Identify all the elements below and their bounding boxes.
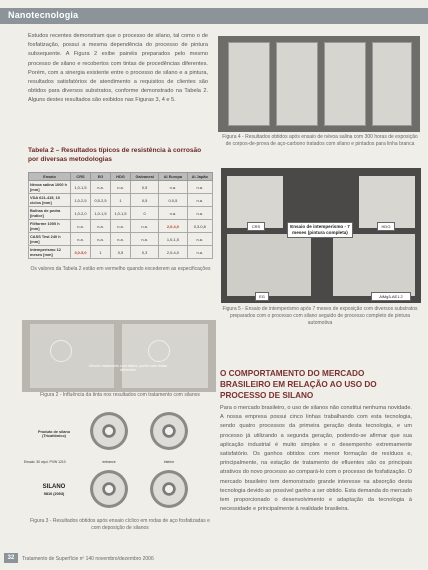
table-cell: n.a. bbox=[91, 220, 111, 233]
table-cell: 1,0-1,5 bbox=[111, 207, 131, 220]
table-cell: n.a. bbox=[187, 194, 212, 207]
table-cell: 1,0-2,5 bbox=[71, 194, 91, 207]
table-header-cell: Al Japão bbox=[187, 173, 212, 181]
table-cell: 0,5 bbox=[131, 181, 159, 194]
table-cell: n.a. bbox=[71, 220, 91, 233]
wheel-photo bbox=[90, 412, 128, 450]
test-panel bbox=[276, 42, 318, 126]
table-cell: n.a. bbox=[111, 220, 131, 233]
table-body bbox=[29, 181, 213, 259]
table-row-label: Bolhas de pedra [índice] bbox=[29, 207, 71, 220]
table-cell: 0,5 bbox=[131, 194, 159, 207]
label-eg: EG bbox=[255, 292, 269, 301]
figure-5-caption: Figura 5 - Ensaio de intemperismo após 7 meses de exposição com diversos substratos preparados com o processo com silano seguido de processo completo de pintura automotiva bbox=[222, 306, 418, 326]
test-panel bbox=[359, 176, 415, 228]
table-header-cell: CRS bbox=[71, 173, 91, 181]
table-row bbox=[29, 233, 213, 246]
table-cell: 0,5 bbox=[111, 246, 131, 259]
table-cell: 1,0-1,5 bbox=[71, 181, 91, 194]
test-panel bbox=[333, 234, 415, 296]
table-cell: n.a. bbox=[91, 233, 111, 246]
table-row bbox=[29, 220, 213, 233]
section-title: O COMPORTAMENTO DO MERCADO BRASILEIRO EM RELAÇÃO AO USO DO PROCESSO DE SILANO bbox=[220, 369, 377, 400]
wheel-photo bbox=[150, 470, 188, 508]
table-cell: 1 bbox=[91, 246, 111, 259]
table-cell: 2,0-4,0 bbox=[159, 246, 187, 259]
fig3-ensaio-label: Ensaio: 30 ciycl. PVW 1210 bbox=[24, 460, 66, 464]
fig3-silano-sub: 9810 (2003) bbox=[43, 492, 65, 496]
figure-2-caption: Figura 2 - Influência da tinta nos resultados com tratamento com silanos bbox=[40, 392, 200, 398]
table-cell: n.a. bbox=[131, 220, 159, 233]
fig2-overlay-text: Mesmo tratamento com silano, porém com tintas diferentes bbox=[89, 364, 167, 372]
table-cell: n.a. bbox=[111, 233, 131, 246]
table-cell: n.a. bbox=[111, 181, 131, 194]
table-cell: 0,3-0,8 bbox=[187, 220, 212, 233]
table-cell: 3,0-5,0 bbox=[71, 246, 91, 259]
section-header bbox=[0, 8, 428, 24]
table-row-label: Filiforme 1000 h [mm] bbox=[29, 220, 71, 233]
table-row-label: VDA 621-415, 10 ciclos [mm] bbox=[29, 194, 71, 207]
label-hdg: HDG bbox=[377, 222, 395, 231]
fig3-product-label: Produto de silano (Tricatiônico) bbox=[37, 430, 71, 438]
test-panel bbox=[228, 42, 270, 126]
table-cell: n.a. bbox=[91, 181, 111, 194]
table-header-cell: Al Europa bbox=[159, 173, 187, 181]
table-cell: 0,5-2,5 bbox=[91, 194, 111, 207]
wheel-photo bbox=[150, 412, 188, 450]
footer-text: Tratamento de Superfície nº 140 novembro/dezembro 2006 bbox=[22, 556, 154, 562]
table-header-cell: EG bbox=[91, 173, 111, 181]
label-crs: CRS bbox=[247, 222, 265, 231]
label-alloy: AlMg3-AE1.2 bbox=[371, 292, 411, 301]
table-header-row bbox=[29, 173, 213, 181]
table-row-label: CASS Test 240 h [mm] bbox=[29, 233, 71, 246]
table-cell: n.a. bbox=[159, 207, 187, 220]
test-panel bbox=[372, 42, 412, 126]
table-header-cell: HDG bbox=[111, 173, 131, 181]
figure-3 bbox=[24, 408, 214, 516]
fig3-silano-label: SILANO bbox=[42, 484, 66, 490]
figure-2-photo bbox=[22, 320, 216, 392]
table-cell: 1 bbox=[111, 194, 131, 207]
test-panel bbox=[324, 42, 366, 126]
section-body: Para o mercado brasileiro, o uso de silanos não constitui nenhuma novidade. A nossa empresa possui cinco linhas trabalhando com esta tecnologia, sendo quatro processos da primeira geração desta tecnologia, e um processo já utilizando a segunda geração, podendo-se afirmar que sua aplicação industrial é muito simples e o desempenho extremamente satisfatório. Os ganhos obtidos com menor formação de resíduos e, principalmente, na estação de tratamento de efluentes são os principais atrativos do novo processo ao compará-lo com o processo de fosfatização. O mercado brasileiro tem demonstrado grande interesse na absorção desta tecnologia devido ao possível ganho a ser obtido. Esta demanda do mercado tem proporcionado o desenvolvimento e adaptação da tecnologia à necessidade e principalmente à realidade brasileira. bbox=[220, 405, 412, 513]
table-cell: n.a. bbox=[71, 233, 91, 246]
wheel-photo bbox=[90, 470, 128, 508]
table-header-cell: Galvaneal bbox=[131, 173, 159, 181]
table-cell: 1,0-1,5 bbox=[91, 207, 111, 220]
section-label: Nanotecnologia bbox=[8, 10, 79, 20]
table-note: Os valores da Tabela 2 estão em vermelho quando excederem as especificações bbox=[30, 266, 211, 272]
table-row bbox=[29, 194, 213, 207]
table-cell: n.a. bbox=[187, 181, 212, 194]
fig3-entrance-label: entrance bbox=[102, 460, 116, 464]
results-table bbox=[28, 172, 213, 259]
page-number: 32 bbox=[4, 553, 18, 563]
figure-3-caption: Figura 3 - Resultados obtidos após ensaio cíclico em rodas de aço fosfatizadas e com deposição de silanos bbox=[30, 518, 210, 531]
figure-4-photo bbox=[218, 36, 420, 132]
table-row bbox=[29, 246, 213, 259]
table-cell: 1,0-1,5 bbox=[159, 233, 187, 246]
circle-marker bbox=[50, 340, 72, 362]
table-cell: 2,0-4,0 bbox=[159, 220, 187, 233]
table-cell: 1,0-2,0 bbox=[71, 207, 91, 220]
panel-left bbox=[30, 324, 114, 388]
table-row-label: Névoa salina 1000 h [mm] bbox=[29, 181, 71, 194]
table-cell: n.a. bbox=[131, 233, 159, 246]
table-cell: 0,3 bbox=[131, 246, 159, 259]
table-row bbox=[29, 181, 213, 194]
fig3-interior-label: interior bbox=[163, 460, 175, 464]
table-row bbox=[29, 207, 213, 220]
table-cell: n.a. bbox=[187, 233, 212, 246]
figure-5-photo bbox=[221, 168, 421, 303]
table-cell: 0-0,5 bbox=[159, 194, 187, 207]
table-cell: n.a. bbox=[187, 207, 212, 220]
table-cell: 0 bbox=[131, 207, 159, 220]
table-header-cell: Ensaio bbox=[29, 173, 71, 181]
table-cell: n.a. bbox=[187, 246, 212, 259]
intro-paragraph: Estudos recentes demonstram que o processo de silano, tal como o de fosfatização, possui a mesma dependência do processo de pintura subsequente. A Figura 2 exibe painéis preparados pelo mesmo processo de silano e recobertos com tintas de procedências diferentes. Porém, com a sinergia existente entre o processo de silano e a pintura, resultados satisfatórios de atendimento a requisitos de clientes são obtidos para diversos substratos, conforme demonstrado na Tabela 2. Alguns destes resultados são exibidos nas Figuras 3, 4 e 5. bbox=[28, 33, 208, 104]
circle-marker bbox=[148, 340, 170, 362]
label-center: Ensaio de intemperismo - 7 meses (pintura completa) bbox=[287, 222, 353, 238]
table-title: Tabela 2 – Resultados típicos de resistência à corrosão por diversas metodologias bbox=[28, 147, 202, 163]
table-row-label: Intemperismo 12 meses [mm] bbox=[29, 246, 71, 259]
table-cell: n.a. bbox=[159, 181, 187, 194]
figure-4-caption: Figura 4 - Resultados obtidos após ensaio de névoa salina com 300 horas de exposição de corpos-de-prova de aço-carbono tratados com silano e pintados para linha branca bbox=[222, 134, 418, 147]
test-panel bbox=[227, 176, 283, 228]
test-panel bbox=[227, 234, 311, 296]
